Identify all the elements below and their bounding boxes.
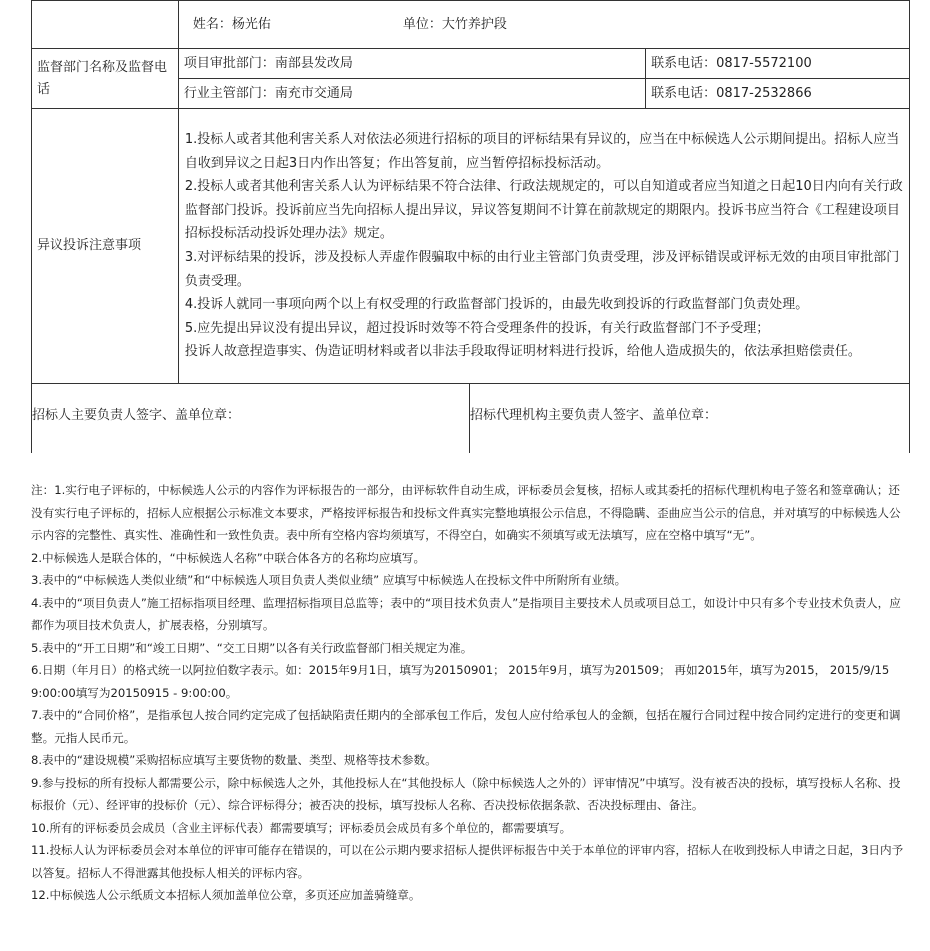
reviewer-row	[32, 1, 910, 49]
supervision-label: 监督部门名称及监督电话	[32, 49, 179, 109]
notice-item-4: 4.投诉人就同一事项向两个以上有权受理的行政监督部门投诉的，由最先收到投诉的行政监督部门负责处理。	[184, 297, 809, 313]
note-6: 6.日期（年月日）的格式统一以阿拉伯数字表示。如：2015年9月1日，填写为20150901； 2015年9月，填写为201509； 再如2015年，填写为2015， 2015/9/15 9:00:00填写为20150915 - 9:00:00。	[31, 663, 890, 700]
note-12: 12.中标候选人公示纸质文本招标人须加盖单位公章，多页还应加盖骑缝章。	[31, 888, 421, 902]
notes-section	[31, 479, 911, 907]
note-5: 5.表中的“开工日期”和“竣工日期”、“交工日期”以各有关行政监督部门相关规定为准。	[31, 640, 473, 655]
note-2: 2.中标候选人是联合体的，“中标候选人名称”中联合体各方的名称均应填写。	[31, 550, 426, 565]
note-10: 10.所有的评标委员会成员（含业主评标代表）都需要填写；评标委员会成员有多个单位的，都需要填写。	[31, 820, 572, 835]
notice-item-3: 3.对评标结果的投诉，涉及投标人弄虚作假骗取中标的由行业主管部门负责受理，涉及评标错误或评标无效的由项目审批部门负责受理。	[184, 250, 900, 289]
approval-dept: 项目审批部门：南部县发改局	[178, 49, 645, 79]
bid-info-table	[31, 0, 910, 384]
notice-item-2: 2.投标人或者其他利害关系人认为评标结果不符合法律、行政法规规定的，可以自知道或者应当知道之日起10日内向有关行政监督部门投诉。投诉前应当先向招标人提出异议，异议答复期间不计算在前款规定的期限内。投诉书应当符合《工程建设项目招标投标活动投诉处理办法》规定。	[184, 179, 903, 242]
notice-content	[178, 109, 909, 384]
agency-signature-label: 招标代理机构主要负责人签字、盖单位章：	[470, 408, 718, 423]
industry-dept-phone: 联系电话：0817-2532866	[646, 79, 910, 109]
signature-left-cell	[32, 383, 470, 453]
notice-item-5: 5.应先提出异议没有提出异议，超过投诉时效等不符合受理条件的投诉，有关行政监督部门不予受理；	[184, 320, 770, 336]
approval-dept-phone: 联系电话：0817-5572100	[646, 49, 910, 79]
notice-label: 异议投诉注意事项	[32, 109, 179, 384]
reviewer-unit: 单位：大竹养护段	[402, 16, 507, 32]
note-8: 8.表中的“建设规模”采购招标应填写主要货物的数量、类型、规格等技术参数。	[31, 753, 437, 767]
note-9: 9.参与投标的所有投标人都需要公示，除中标候选人之外，其他投标人在“其他投标人（除中标候选人之外的）评审情况”中填写。没有被否决的投标，填写投标人名称、投标报价（元）、经评审的投标价（元）、综合评标得分；被否决的投标，填写投标人名称、否决投标依据条款、否决投标理由、备注。	[31, 775, 901, 812]
industry-dept: 行业主管部门：南充市交通局	[178, 79, 645, 109]
note-3: 3.表中的“中标候选人类似业绩”和“中标候选人项目负责人类似业绩” 应填写中标候选人在投标文件中所附所有业绩。	[31, 573, 627, 587]
reviewer-cell	[178, 1, 909, 49]
note-11: 11.投标人认为评标委员会对本单位的评审可能存在错误的，可以在公示期内要求招标人提供评标报告中关于本单位的评审内容，招标人在收到投标人申请之日起，3日内予以答复。招标人不得泄露其他投标人相关的评标内容。	[31, 843, 904, 880]
table-edge	[909, 383, 910, 453]
notice-row	[32, 109, 910, 384]
notice-item-1: 1.投标人或者其他利害关系人对依法必须进行招标的项目的评标结果有异议的，应当在中标候选人公示期间提出。招标人应当自收到异议之日起3日内作出答复；作出答复前，应当暂停招标投标活动。	[184, 132, 900, 171]
note-1: 注：1.实行电子评标的，中标候选人公示的内容作为评标报告的一部分，由评标软件自动生成，评标委员会复核，招标人或其委托的招标代理机构电子签名和签章确认；还没有实行电子评标的，招标人应根据公示标准文本要求，严格按评标报告和投标文件真实完整地填报公示信息，不得隐瞒、歪曲应当公示的信息，并对填写的中标候选人公示内容的完整性、真实性、准确性和一致性负责。表中所有空格内容均须填写，不得空白，如确实不须填写或无法填写，应在空格中填写“无”。	[31, 483, 901, 542]
tenderer-signature-label: 招标人主要负责人签字、盖单位章：	[32, 408, 241, 423]
note-4: 4.表中的“项目负责人”施工招标指项目经理、监理招标指项目总监等；表中的“项目技术负责人”是指项目主要技术人员或项目总工，如设计中只有多个专业技术负责人，应都作为项目技术负责人，扩展表格，分别填写。	[31, 595, 901, 632]
supervision-row-1	[32, 49, 910, 79]
signature-row	[31, 383, 911, 453]
signature-right-cell	[470, 383, 911, 453]
note-7: 7.表中的“合同价格”，是指承包人按合同约定完成了包括缺陷责任期内的全部承包工作后，发包人应付给承包人的金额，包括在履行合同过程中按合同约定进行的变更和调整。元指人民币元。	[31, 708, 901, 745]
notice-item-6: 投诉人故意捏造事实、伪造证明材料或者以非法手段取得证明材料进行投诉，给他人造成损失的，依法承担赔偿责任。	[184, 344, 861, 360]
reviewer-label-cell	[32, 1, 179, 49]
reviewer-name: 姓名：杨光佑	[192, 16, 271, 32]
